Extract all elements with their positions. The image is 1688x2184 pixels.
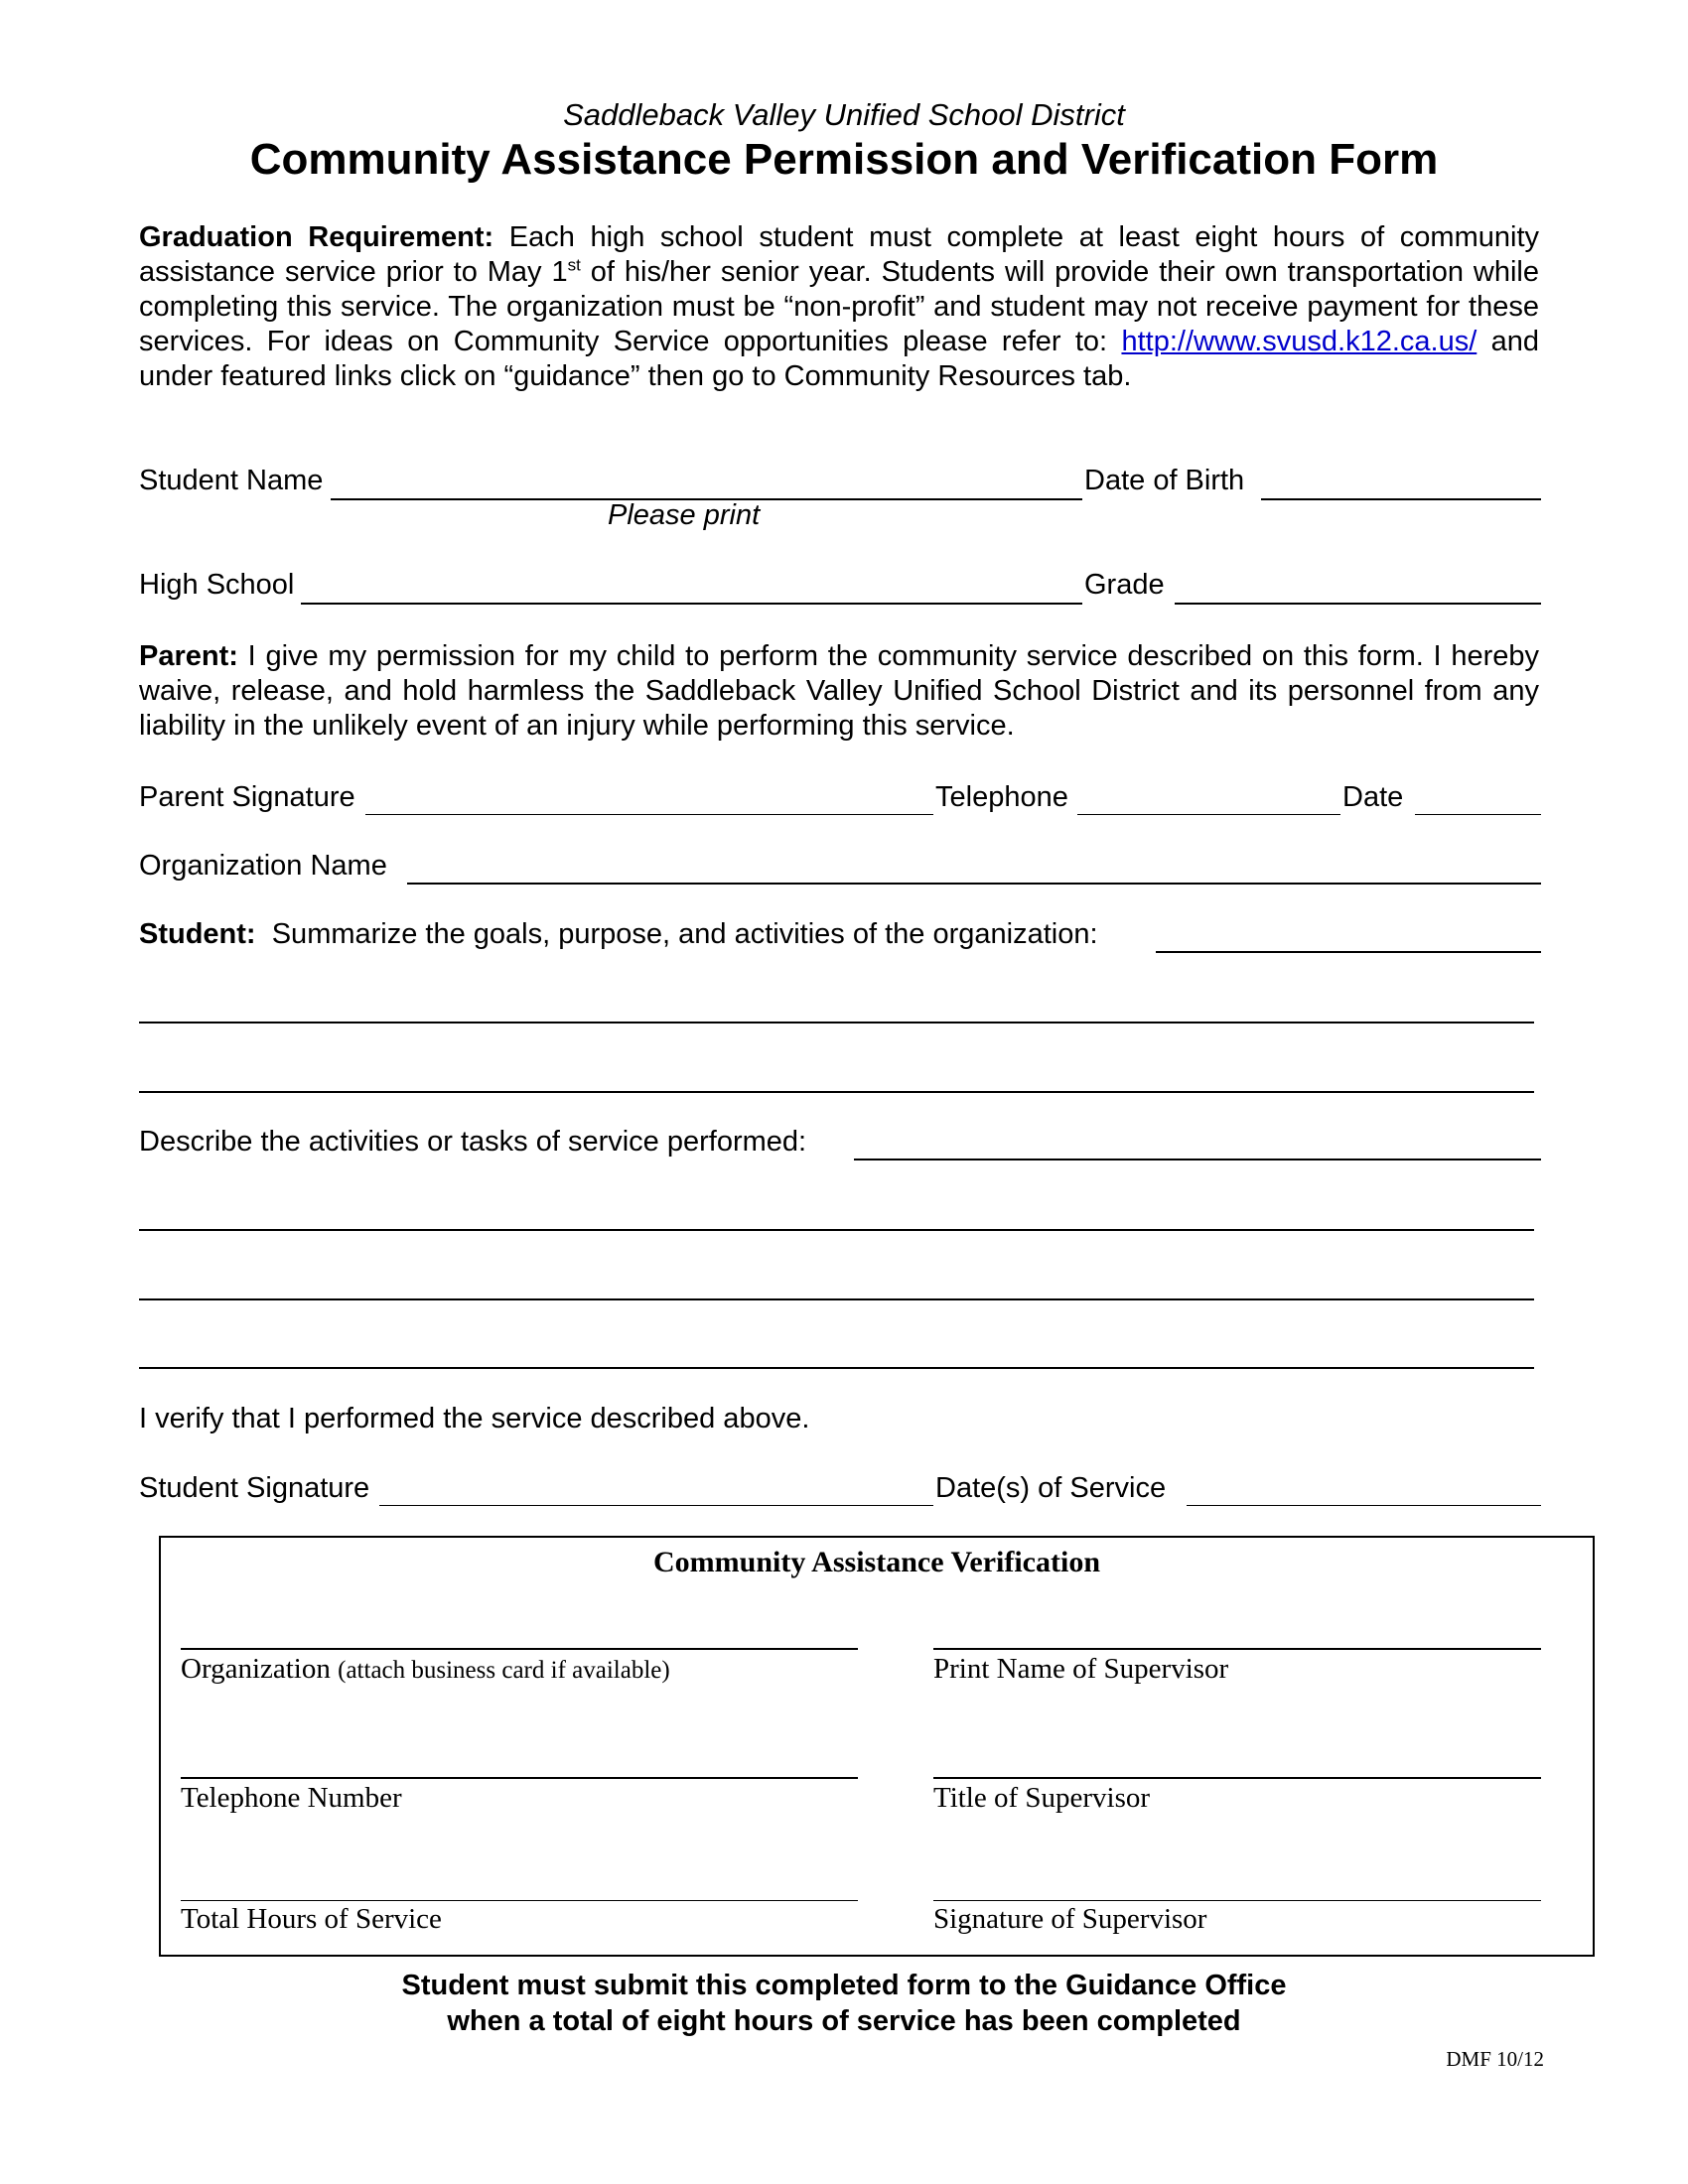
activities-line-2[interactable] <box>139 1229 1534 1231</box>
total-hours-field[interactable] <box>181 1900 858 1901</box>
requirement-text-3: and under featured links click on “guidance” then go to Community Resources tab. <box>139 326 1539 392</box>
supervisor-signature-field[interactable] <box>933 1900 1541 1901</box>
organization-verify-label <box>181 1653 670 1686</box>
verify-statement: I verify that I performed the service described above. <box>139 1403 810 1434</box>
district-name: Saddleback Valley Unified School District <box>563 97 1125 132</box>
parent-permission-paragraph <box>139 639 1539 744</box>
student-summary-prompt <box>139 918 1098 951</box>
organization-name-label: Organization Name <box>139 850 387 882</box>
parent-telephone-label: Telephone <box>935 781 1068 813</box>
form-title: Community Assistance Permission and Verification Form <box>249 135 1439 184</box>
student-signature-field[interactable] <box>379 1505 933 1506</box>
student-signature-label: Student Signature <box>139 1472 370 1504</box>
telephone-verify-label: Telephone Number <box>181 1782 402 1814</box>
summary-line-3[interactable] <box>139 1091 1534 1093</box>
date-of-birth-label: Date of Birth <box>1084 465 1245 496</box>
requirement-heading: Graduation Requirement: <box>139 221 494 253</box>
supervisor-title-field[interactable] <box>933 1777 1541 1779</box>
parent-signature-label: Parent Signature <box>139 781 355 813</box>
date-of-birth-field[interactable] <box>1261 498 1541 500</box>
parent-telephone-field[interactable] <box>1077 814 1340 815</box>
parent-signature-field[interactable] <box>365 814 933 815</box>
requirement-text-2: of his/her senior year. Students will provide their own transportation while completing this service. The organization must be “non-profit” and student may not receive payment for these services. For ideas on Community Service opportunities please refer to: <box>139 256 1539 357</box>
organization-verify-field[interactable] <box>181 1648 858 1650</box>
district-website-link[interactable]: http://www.svusd.k12.ca.us/ <box>1121 326 1477 357</box>
requirement-sup: st <box>567 255 581 275</box>
summarize-label: Summarize the goals, purpose, and activities of the organization: <box>271 918 1098 950</box>
parent-heading: Parent: <box>139 640 238 672</box>
verification-title: Community Assistance Verification <box>653 1546 1100 1578</box>
parent-text: I give my permission for my child to perform the community service described on this form. I hereby waive, release, and hold harmless the Saddleback Valley Unified School District and its personnel from any liability in the unlikely event of an injury while performing this service. <box>139 640 1539 742</box>
supervisor-signature-label: Signature of Supervisor <box>933 1903 1207 1935</box>
organization-note: (attach business card if available) <box>338 1657 670 1684</box>
supervisor-title-label: Title of Supervisor <box>933 1782 1151 1814</box>
dates-of-service-label: Date(s) of Service <box>935 1472 1167 1504</box>
activities-line-4[interactable] <box>139 1367 1534 1369</box>
activities-line-1[interactable] <box>854 1159 1541 1160</box>
footer-line-2: when a total of eight hours of service has been completed <box>447 2005 1241 2037</box>
supervisor-name-field[interactable] <box>933 1648 1541 1650</box>
activities-line-3[interactable] <box>139 1298 1534 1300</box>
requirement-text: Each high school student must complete at least eight hours of community assistance service prior to May 1 <box>139 221 1540 288</box>
organization-name-field[interactable] <box>407 883 1541 885</box>
graduation-requirement-paragraph <box>139 220 1539 394</box>
parent-date-field[interactable] <box>1415 814 1541 815</box>
summary-line-1[interactable] <box>1156 951 1541 953</box>
grade-field[interactable] <box>1175 603 1541 605</box>
verification-box <box>159 1536 1595 1957</box>
form-code: DMF 10/12 <box>1446 2047 1544 2071</box>
footer-line-1: Student must submit this completed form to the Guidance Office <box>401 1970 1287 2001</box>
please-print-hint: Please print <box>608 499 761 531</box>
supervisor-name-label: Print Name of Supervisor <box>933 1653 1229 1685</box>
high-school-label: High School <box>139 569 295 601</box>
telephone-verify-field[interactable] <box>181 1777 858 1779</box>
student-heading: Student: <box>139 918 256 950</box>
student-name-label: Student Name <box>139 465 324 496</box>
organization-verify-text: Organization <box>181 1653 331 1685</box>
summary-line-2[interactable] <box>139 1022 1534 1024</box>
describe-activities-label: Describe the activities or tasks of service performed: <box>139 1126 807 1158</box>
parent-date-label: Date <box>1342 781 1404 813</box>
grade-label: Grade <box>1084 569 1165 601</box>
total-hours-label: Total Hours of Service <box>181 1903 442 1935</box>
dates-of-service-field[interactable] <box>1187 1505 1541 1506</box>
high-school-field[interactable] <box>301 603 1082 605</box>
